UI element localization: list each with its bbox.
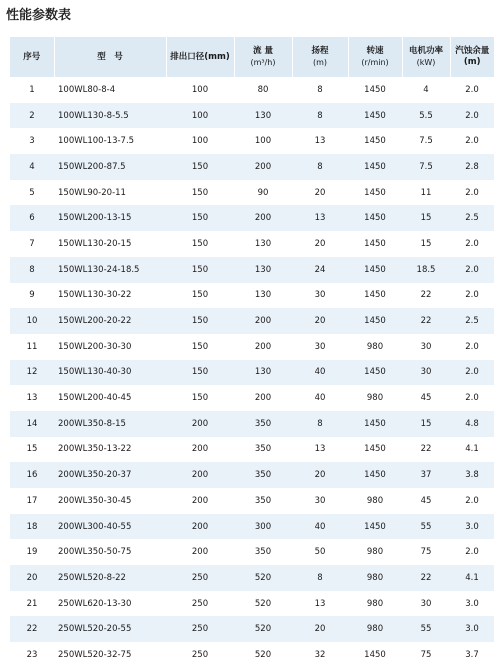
row-index: 12 xyxy=(10,360,54,386)
model-cell: 200WL300-40-55 xyxy=(54,514,166,540)
motor-power-cell: 4 xyxy=(402,77,450,103)
outlet-diameter-cell: 200 xyxy=(166,411,234,437)
flow-cell: 130 xyxy=(234,231,292,257)
header-label: 转速 xyxy=(366,46,384,56)
model-cell: 200WL350-8-15 xyxy=(54,411,166,437)
table-row xyxy=(10,565,494,591)
npsh-cell: 2.8 xyxy=(450,154,494,180)
speed-cell: 1450 xyxy=(348,514,402,540)
row-index: 11 xyxy=(10,334,54,360)
speed-cell: 980 xyxy=(348,616,402,642)
header-cell xyxy=(292,37,348,77)
speed-cell: 980 xyxy=(348,591,402,617)
header-label: 流 量 xyxy=(253,46,273,56)
flow-cell: 350 xyxy=(234,488,292,514)
motor-power-cell: 5.5 xyxy=(402,103,450,129)
table-row xyxy=(10,360,494,386)
model-cell: 150WL200-87.5 xyxy=(54,154,166,180)
motor-power-cell: 7.5 xyxy=(402,154,450,180)
motor-power-cell: 45 xyxy=(402,385,450,411)
flow-cell: 200 xyxy=(234,205,292,231)
outlet-diameter-cell: 250 xyxy=(166,591,234,617)
npsh-cell: 2.0 xyxy=(450,128,494,154)
npsh-cell: 4.1 xyxy=(450,437,494,463)
table-row xyxy=(10,231,494,257)
header-cell xyxy=(402,37,450,77)
row-index: 13 xyxy=(10,385,54,411)
model-cell: 200WL350-50-75 xyxy=(54,539,166,565)
motor-power-cell: 55 xyxy=(402,616,450,642)
flow-cell: 200 xyxy=(234,334,292,360)
head-cell: 8 xyxy=(292,103,348,129)
motor-power-cell: 15 xyxy=(402,205,450,231)
row-index: 15 xyxy=(10,437,54,463)
head-cell: 40 xyxy=(292,360,348,386)
outlet-diameter-cell: 150 xyxy=(166,180,234,206)
table-row xyxy=(10,385,494,411)
speed-cell: 1450 xyxy=(348,283,402,309)
row-index: 1 xyxy=(10,77,54,103)
outlet-diameter-cell: 150 xyxy=(166,154,234,180)
row-index: 22 xyxy=(10,616,54,642)
head-cell: 20 xyxy=(292,231,348,257)
head-cell: 40 xyxy=(292,385,348,411)
npsh-cell: 2.0 xyxy=(450,334,494,360)
header-unit: (m³/h) xyxy=(250,58,276,67)
model-cell: 250WL620-13-30 xyxy=(54,591,166,617)
speed-cell: 1450 xyxy=(348,308,402,334)
outlet-diameter-cell: 200 xyxy=(166,437,234,463)
speed-cell: 1450 xyxy=(348,257,402,283)
flow-cell: 350 xyxy=(234,462,292,488)
row-index: 10 xyxy=(10,308,54,334)
npsh-cell: 2.0 xyxy=(450,103,494,129)
flow-cell: 520 xyxy=(234,642,292,668)
table-row xyxy=(10,308,494,334)
row-index: 9 xyxy=(10,283,54,309)
header-label: 排出口径(mm) xyxy=(170,51,230,62)
speed-cell: 1450 xyxy=(348,77,402,103)
table-row xyxy=(10,591,494,617)
header-cell xyxy=(166,37,234,77)
speed-cell: 1450 xyxy=(348,103,402,129)
model-cell: 150WL200-30-30 xyxy=(54,334,166,360)
speed-cell: 980 xyxy=(348,565,402,591)
head-cell: 8 xyxy=(292,154,348,180)
head-cell: 8 xyxy=(292,565,348,591)
motor-power-cell: 15 xyxy=(402,411,450,437)
table-body xyxy=(10,77,494,668)
npsh-cell: 2.0 xyxy=(450,283,494,309)
row-index: 3 xyxy=(10,128,54,154)
head-cell: 40 xyxy=(292,514,348,540)
head-cell: 50 xyxy=(292,539,348,565)
table-row xyxy=(10,205,494,231)
model-cell: 150WL200-20-22 xyxy=(54,308,166,334)
motor-power-cell: 7.5 xyxy=(402,128,450,154)
header-cell xyxy=(234,37,292,77)
header-cell xyxy=(10,37,54,77)
npsh-cell: 3.7 xyxy=(450,642,494,668)
outlet-diameter-cell: 100 xyxy=(166,103,234,129)
motor-power-cell: 22 xyxy=(402,283,450,309)
table-row xyxy=(10,437,494,463)
table-row xyxy=(10,462,494,488)
table-row xyxy=(10,539,494,565)
model-cell: 250WL520-20-55 xyxy=(54,616,166,642)
head-cell: 13 xyxy=(292,437,348,463)
model-cell: 250WL520-8-22 xyxy=(54,565,166,591)
motor-power-cell: 22 xyxy=(402,437,450,463)
npsh-cell: 2.0 xyxy=(450,77,494,103)
head-cell: 30 xyxy=(292,283,348,309)
outlet-diameter-cell: 200 xyxy=(166,488,234,514)
model-cell: 150WL90-20-11 xyxy=(54,180,166,206)
row-index: 17 xyxy=(10,488,54,514)
flow-cell: 200 xyxy=(234,308,292,334)
speed-cell: 980 xyxy=(348,488,402,514)
model-cell: 100WL80-8-4 xyxy=(54,77,166,103)
motor-power-cell: 11 xyxy=(402,180,450,206)
motor-power-cell: 55 xyxy=(402,514,450,540)
head-cell: 20 xyxy=(292,462,348,488)
motor-power-cell: 30 xyxy=(402,334,450,360)
flow-cell: 350 xyxy=(234,411,292,437)
speed-cell: 1450 xyxy=(348,642,402,668)
motor-power-cell: 22 xyxy=(402,308,450,334)
model-cell: 150WL200-40-45 xyxy=(54,385,166,411)
flow-cell: 90 xyxy=(234,180,292,206)
speed-cell: 1450 xyxy=(348,231,402,257)
row-index: 20 xyxy=(10,565,54,591)
model-cell: 100WL100-13-7.5 xyxy=(54,128,166,154)
motor-power-cell: 30 xyxy=(402,591,450,617)
outlet-diameter-cell: 150 xyxy=(166,308,234,334)
table-row xyxy=(10,642,494,668)
outlet-diameter-cell: 150 xyxy=(166,360,234,386)
flow-cell: 300 xyxy=(234,514,292,540)
outlet-diameter-cell: 200 xyxy=(166,462,234,488)
head-cell: 30 xyxy=(292,334,348,360)
flow-cell: 80 xyxy=(234,77,292,103)
row-index: 16 xyxy=(10,462,54,488)
head-cell: 13 xyxy=(292,128,348,154)
motor-power-cell: 45 xyxy=(402,488,450,514)
head-cell: 20 xyxy=(292,616,348,642)
flow-cell: 520 xyxy=(234,616,292,642)
flow-cell: 350 xyxy=(234,437,292,463)
speed-cell: 980 xyxy=(348,539,402,565)
outlet-diameter-cell: 150 xyxy=(166,283,234,309)
npsh-cell: 2.0 xyxy=(450,539,494,565)
speed-cell: 980 xyxy=(348,334,402,360)
flow-cell: 130 xyxy=(234,103,292,129)
speed-cell: 1450 xyxy=(348,462,402,488)
motor-power-cell: 37 xyxy=(402,462,450,488)
head-cell: 20 xyxy=(292,180,348,206)
head-cell: 8 xyxy=(292,77,348,103)
row-index: 8 xyxy=(10,257,54,283)
row-index: 19 xyxy=(10,539,54,565)
npsh-cell: 2.5 xyxy=(450,205,494,231)
table-row xyxy=(10,514,494,540)
head-cell: 32 xyxy=(292,642,348,668)
model-cell: 150WL130-30-22 xyxy=(54,283,166,309)
header-label: 扬程 xyxy=(311,46,329,56)
model-cell: 150WL200-13-15 xyxy=(54,205,166,231)
flow-cell: 520 xyxy=(234,591,292,617)
table-row xyxy=(10,411,494,437)
speed-cell: 1450 xyxy=(348,128,402,154)
speed-cell: 1450 xyxy=(348,360,402,386)
row-index: 18 xyxy=(10,514,54,540)
page-title: 性能参数表 xyxy=(6,8,72,23)
header-unit: (kW) xyxy=(416,58,436,67)
flow-cell: 130 xyxy=(234,283,292,309)
head-cell: 13 xyxy=(292,591,348,617)
speed-cell: 1450 xyxy=(348,411,402,437)
flow-cell: 350 xyxy=(234,539,292,565)
npsh-cell: 2.0 xyxy=(450,257,494,283)
flow-cell: 130 xyxy=(234,360,292,386)
row-index: 2 xyxy=(10,103,54,129)
model-cell: 100WL130-8-5.5 xyxy=(54,103,166,129)
motor-power-cell: 22 xyxy=(402,565,450,591)
motor-power-cell: 75 xyxy=(402,642,450,668)
row-index: 4 xyxy=(10,154,54,180)
header-label: 电机功率 xyxy=(408,46,443,56)
npsh-cell: 2.0 xyxy=(450,488,494,514)
header-unit: (m) xyxy=(312,58,328,67)
outlet-diameter-cell: 200 xyxy=(166,514,234,540)
model-cell: 250WL520-32-75 xyxy=(54,642,166,668)
npsh-cell: 3.0 xyxy=(450,514,494,540)
table-header-row xyxy=(10,37,494,77)
outlet-diameter-cell: 150 xyxy=(166,231,234,257)
model-cell: 150WL130-40-30 xyxy=(54,360,166,386)
speed-cell: 1450 xyxy=(348,437,402,463)
table-row xyxy=(10,488,494,514)
npsh-cell: 4.8 xyxy=(450,411,494,437)
motor-power-cell: 75 xyxy=(402,539,450,565)
outlet-diameter-cell: 150 xyxy=(166,205,234,231)
outlet-diameter-cell: 150 xyxy=(166,257,234,283)
header-cell xyxy=(348,37,402,77)
speed-cell: 980 xyxy=(348,385,402,411)
model-cell: 200WL350-13-22 xyxy=(54,437,166,463)
npsh-cell: 2.0 xyxy=(450,231,494,257)
head-cell: 20 xyxy=(292,308,348,334)
npsh-cell: 3.0 xyxy=(450,616,494,642)
motor-power-cell: 15 xyxy=(402,231,450,257)
outlet-diameter-cell: 150 xyxy=(166,334,234,360)
model-cell: 150WL130-20-15 xyxy=(54,231,166,257)
speed-cell: 1450 xyxy=(348,180,402,206)
header-label: 汽蚀余量(m) xyxy=(455,46,490,67)
outlet-diameter-cell: 250 xyxy=(166,565,234,591)
npsh-cell: 3.0 xyxy=(450,591,494,617)
speed-cell: 1450 xyxy=(348,154,402,180)
motor-power-cell: 18.5 xyxy=(402,257,450,283)
npsh-cell: 2.0 xyxy=(450,180,494,206)
row-index: 6 xyxy=(10,205,54,231)
header-label: 序号 xyxy=(23,51,41,62)
row-index: 21 xyxy=(10,591,54,617)
flow-cell: 100 xyxy=(234,128,292,154)
npsh-cell: 3.8 xyxy=(450,462,494,488)
row-index: 23 xyxy=(10,642,54,668)
table-row xyxy=(10,154,494,180)
outlet-diameter-cell: 250 xyxy=(166,616,234,642)
header-cell xyxy=(450,37,494,77)
speed-cell: 1450 xyxy=(348,205,402,231)
head-cell: 24 xyxy=(292,257,348,283)
npsh-cell: 2.5 xyxy=(450,308,494,334)
table-row xyxy=(10,77,494,103)
header-cell xyxy=(54,37,166,77)
outlet-diameter-cell: 100 xyxy=(166,77,234,103)
head-cell: 30 xyxy=(292,488,348,514)
row-index: 14 xyxy=(10,411,54,437)
flow-cell: 520 xyxy=(234,565,292,591)
header-label: 型 号 xyxy=(97,51,123,62)
table-row xyxy=(10,334,494,360)
table-row xyxy=(10,283,494,309)
row-index: 5 xyxy=(10,180,54,206)
performance-table xyxy=(10,37,494,668)
npsh-cell: 2.0 xyxy=(450,360,494,386)
table-row xyxy=(10,180,494,206)
outlet-diameter-cell: 250 xyxy=(166,642,234,668)
model-cell: 200WL350-30-45 xyxy=(54,488,166,514)
table-row xyxy=(10,103,494,129)
table-row xyxy=(10,257,494,283)
header-unit: (r/min) xyxy=(361,58,389,67)
flow-cell: 200 xyxy=(234,154,292,180)
flow-cell: 130 xyxy=(234,257,292,283)
head-cell: 13 xyxy=(292,205,348,231)
motor-power-cell: 30 xyxy=(402,360,450,386)
table-row xyxy=(10,128,494,154)
model-cell: 150WL130-24-18.5 xyxy=(54,257,166,283)
outlet-diameter-cell: 150 xyxy=(166,385,234,411)
outlet-diameter-cell: 200 xyxy=(166,539,234,565)
npsh-cell: 2.0 xyxy=(450,385,494,411)
npsh-cell: 4.1 xyxy=(450,565,494,591)
flow-cell: 200 xyxy=(234,385,292,411)
head-cell: 8 xyxy=(292,411,348,437)
outlet-diameter-cell: 100 xyxy=(166,128,234,154)
table-row xyxy=(10,616,494,642)
row-index: 7 xyxy=(10,231,54,257)
model-cell: 200WL350-20-37 xyxy=(54,462,166,488)
